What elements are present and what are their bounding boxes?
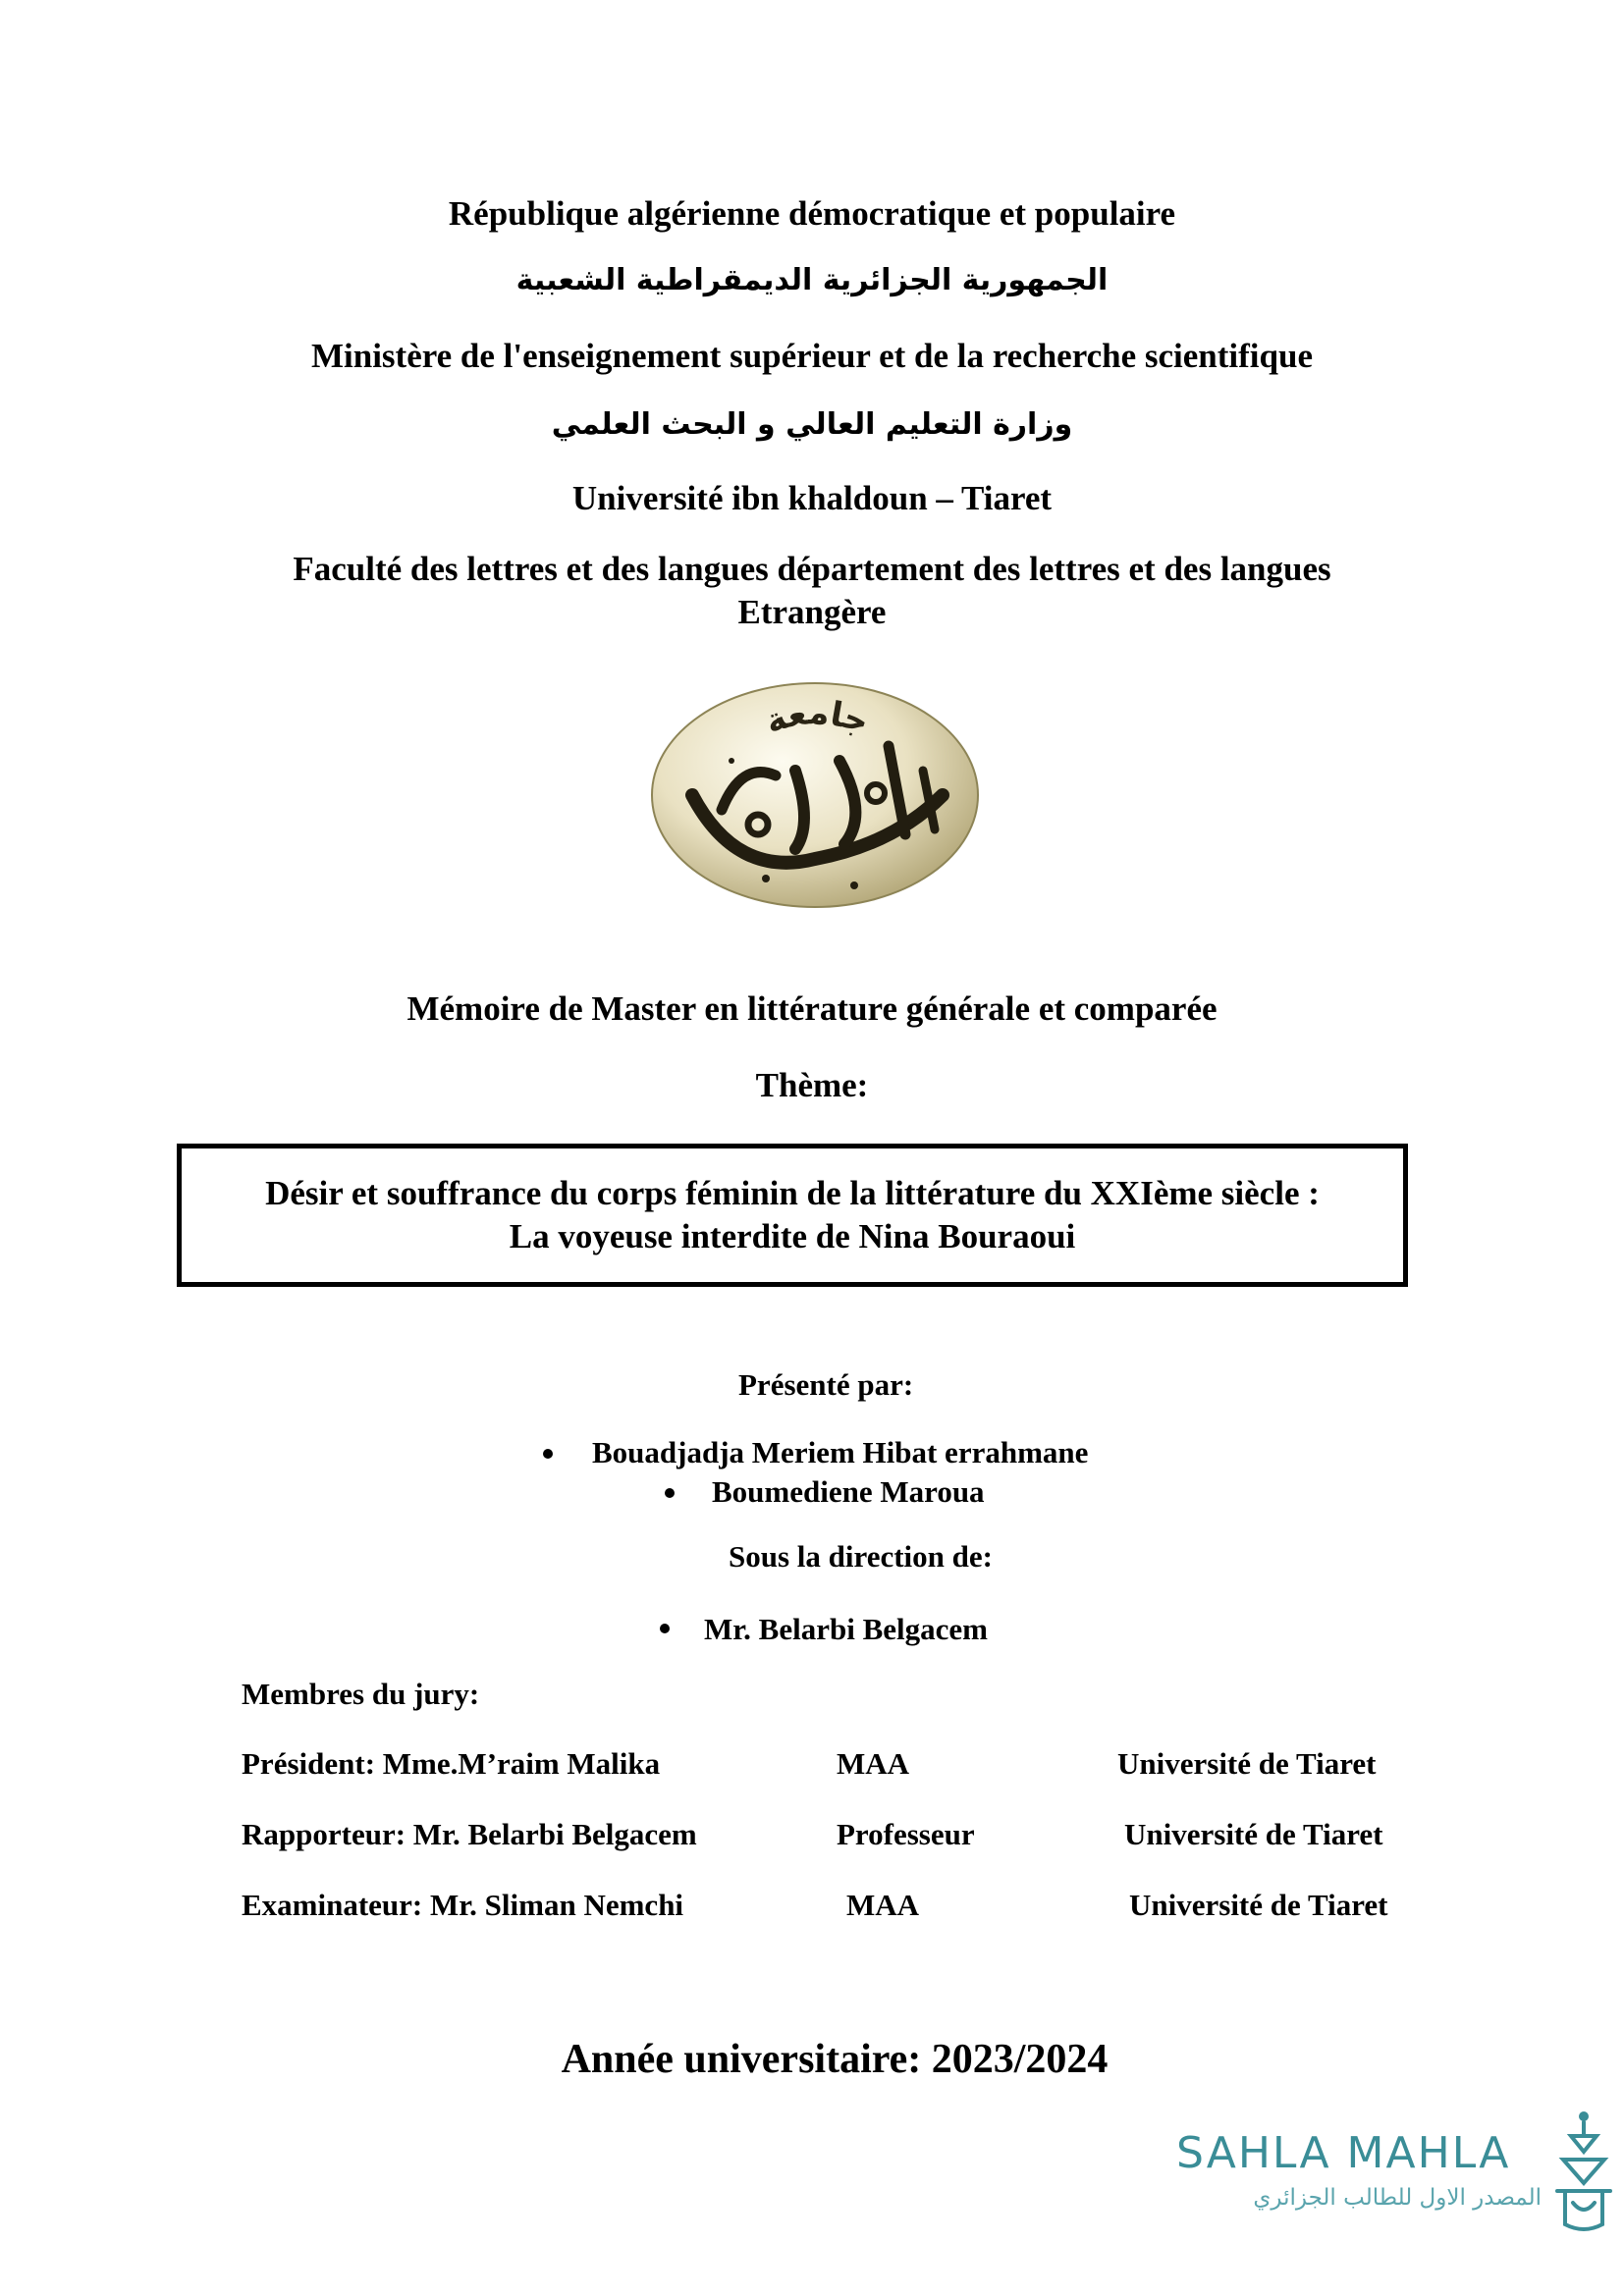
watermark-brand: SAHLA MAHLA xyxy=(1176,2128,1511,2178)
bullet-icon xyxy=(665,1488,675,1498)
jury-grade: Professeur xyxy=(837,1817,975,1851)
theme-label: Thème: xyxy=(755,1066,869,1104)
student-1: Bouadjadja Meriem Hibat errahmane xyxy=(592,1435,1089,1469)
student-2: Boumediene Maroua xyxy=(712,1474,985,1509)
supervisor-name: Mr. Belarbi Belgacem xyxy=(704,1612,988,1646)
presented-by-label: Présenté par: xyxy=(738,1367,914,1402)
faculty-line-2: Etrangère xyxy=(737,593,887,631)
republic-ar: الجمهورية الجزائرية الديمقراطية الشعبية xyxy=(515,263,1109,297)
ministry-fr: Ministère de l'enseignement supérieur et de la recherche scientifique xyxy=(310,337,1313,375)
university-logo xyxy=(648,677,982,913)
watermark-tagline: المصدر الاول للطالب الجزائري xyxy=(1253,2185,1542,2211)
jury-institution: Université de Tiaret xyxy=(1129,1888,1388,1922)
jury-role: Président: Mme.M’raim Malika xyxy=(242,1746,661,1781)
memoire-title: Mémoire de Master en littérature générale et comparée xyxy=(406,989,1218,1028)
ministry-ar: وزارة التعليم العالي و البحث العلمي xyxy=(551,407,1073,442)
direction-label: Sous la direction de: xyxy=(729,1539,993,1574)
republic-fr: République algérienne démocratique et populaire xyxy=(448,194,1176,233)
university-name: Université ibn khaldoun – Tiaret xyxy=(571,479,1053,517)
faculty-line-1: Faculté des lettres et des langues département des lettres et des langues xyxy=(293,550,1331,588)
bullet-icon xyxy=(660,1624,670,1633)
theme-line-1: Désir et souffrance du corps féminin de la littérature du XXIème siècle : xyxy=(265,1174,1320,1212)
theme-line-2: La voyeuse interdite de Nina Bouraoui xyxy=(509,1217,1076,1255)
watermark-logo-icon xyxy=(1551,2109,1616,2236)
jury-institution: Université de Tiaret xyxy=(1117,1746,1377,1781)
jury-label: Membres du jury: xyxy=(242,1677,480,1711)
jury-grade: MAA xyxy=(837,1746,910,1781)
logo-inscription: جامعة xyxy=(760,693,874,743)
bullet-icon xyxy=(543,1449,553,1459)
jury-grade: MAA xyxy=(846,1888,920,1922)
theme-box xyxy=(177,1144,1408,1287)
jury-institution: Université de Tiaret xyxy=(1124,1817,1383,1851)
jury-role: Examinateur: Mr. Sliman Nemchi xyxy=(242,1888,684,1922)
jury-role: Rapporteur: Mr. Belarbi Belgacem xyxy=(242,1817,697,1851)
academic-year: Année universitaire: 2023/2024 xyxy=(561,2037,1109,2082)
